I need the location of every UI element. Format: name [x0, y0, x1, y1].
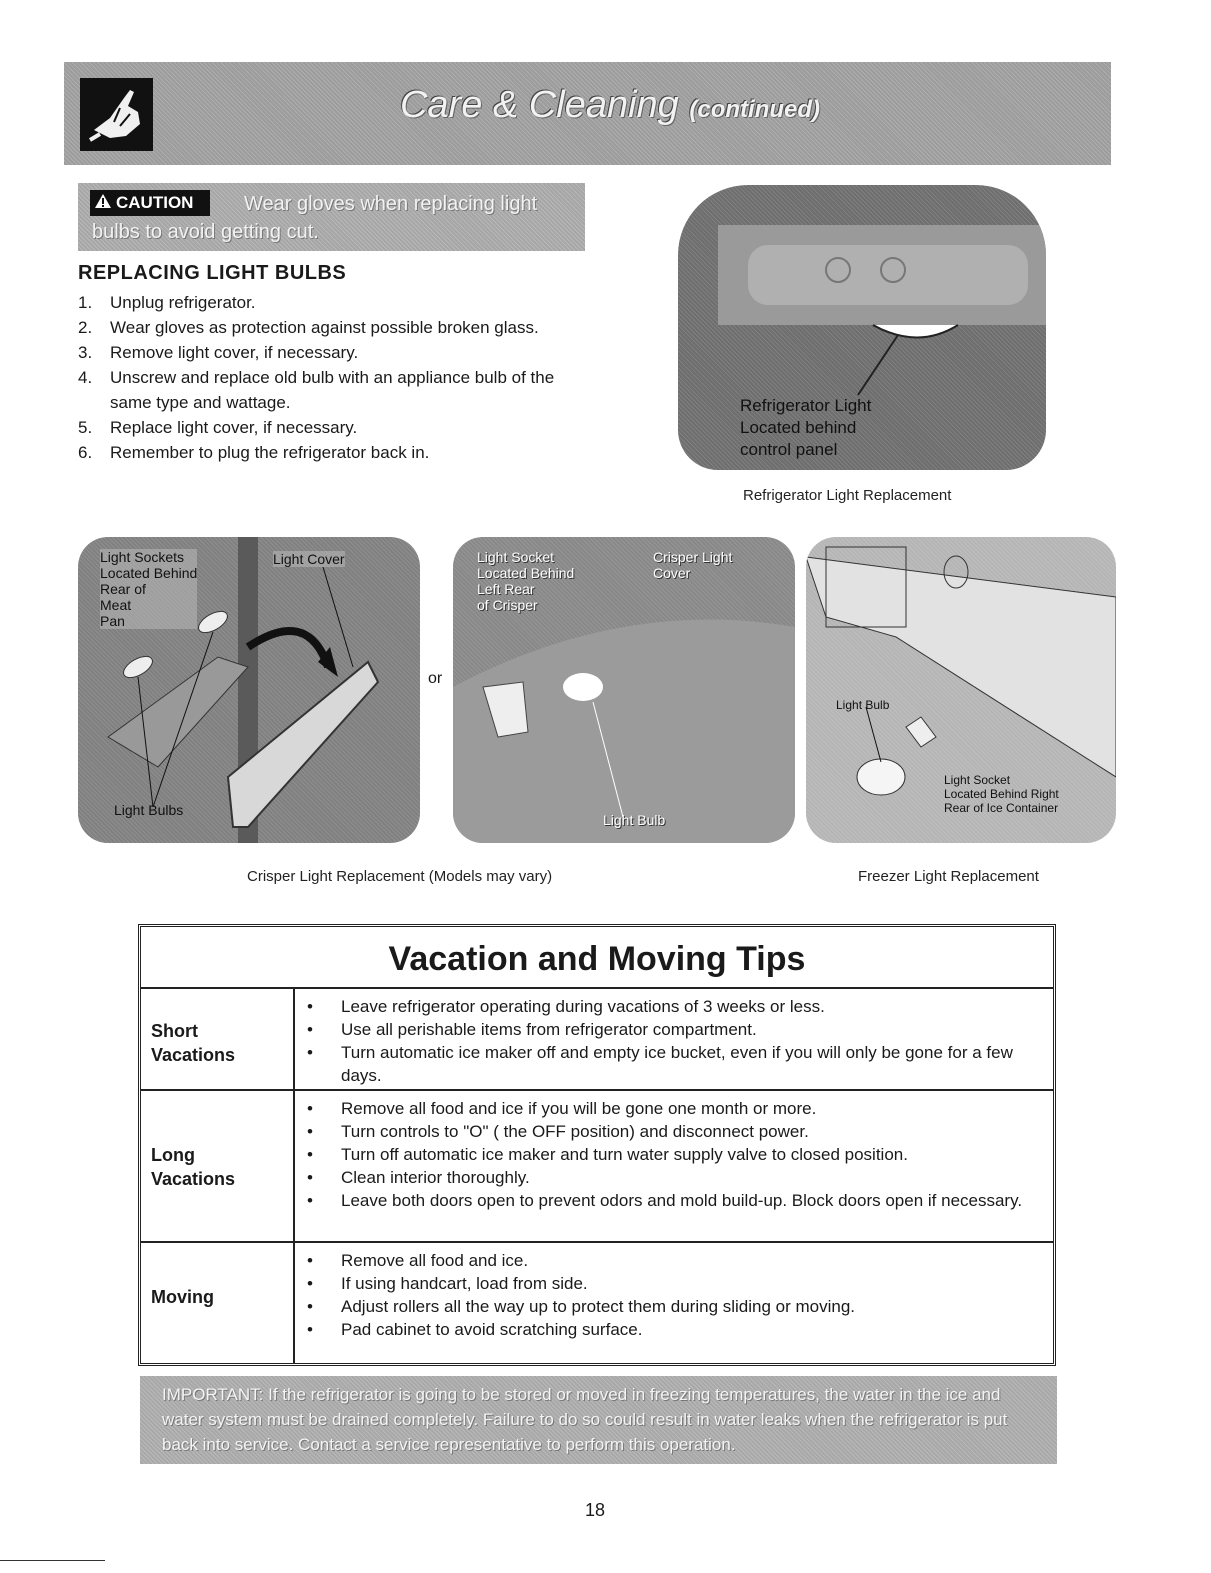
crisper-caption: Crisper Light Replacement (Models may vary) — [247, 868, 553, 885]
crisper-socket-line1: Light Socket — [477, 549, 555, 565]
crisper-cover-line2: Cover — [653, 565, 691, 581]
step-item — [78, 290, 598, 315]
warning-triangle-icon — [94, 193, 112, 214]
page-number: 18 — [585, 1500, 606, 1520]
title-continued: (continued) — [689, 96, 821, 123]
freezer-bulb-label: Light Bulb — [836, 698, 890, 712]
crisper-socket-line3: Left Rear — [477, 581, 535, 597]
gloved-hand-icon — [80, 78, 153, 151]
step-text: Unscrew and replace old bulb with an appliance bulb of the same type and wattage. — [110, 368, 555, 412]
step-item — [78, 365, 598, 415]
table-row — [141, 1091, 1053, 1243]
column-divider — [293, 1091, 295, 1241]
step-item — [78, 440, 598, 465]
footer-rule — [0, 1560, 105, 1561]
tips-list — [307, 1097, 1043, 1212]
list-item: • Adjust rollers all the way up to protect them during sliding or moving. — [307, 1295, 1043, 1318]
step-number: 6. — [78, 443, 93, 462]
title-text: Care & Cleaning — [399, 84, 679, 126]
freezer-caption: Freezer Light Replacement — [858, 868, 1039, 885]
vacation-table — [138, 924, 1056, 1366]
section-heading: REPLACING LIGHT BULBS — [78, 262, 347, 284]
step-number: 5. — [78, 418, 93, 437]
freezer-socket-line1: Light Socket — [944, 773, 1011, 787]
step-text: Remember to plug the refrigerator back in. — [110, 443, 430, 462]
sockets-label-line4: Meat — [100, 597, 132, 613]
crisper-socket-line2: Located Behind — [477, 565, 575, 581]
list-item: • Pad cabinet to avoid scratching surface. — [307, 1318, 1043, 1341]
list-item: • If using handcart, load from side. — [307, 1272, 1043, 1295]
list-item: • Clean interior thoroughly. — [307, 1166, 1043, 1189]
important-text — [162, 1382, 1042, 1457]
row-label-line2: Vacations — [151, 1169, 236, 1189]
step-item — [78, 340, 598, 365]
list-item: • Remove all food and ice if you will be gone one month or more. — [307, 1097, 1043, 1120]
column-divider — [293, 1243, 295, 1363]
fridge-caption: Refrigerator Light Replacement — [743, 487, 952, 504]
caution-text: Wear gloves when replacing light bulbs to avoid getting cut. — [92, 193, 538, 243]
row-label-line1: Short — [151, 1021, 198, 1041]
list-item: • Remove all food and ice. — [307, 1249, 1043, 1272]
crisper-photo-b — [453, 537, 795, 843]
fridge-label-line3: control panel — [740, 440, 838, 459]
steps-list — [78, 290, 598, 465]
or-text: or — [428, 670, 443, 687]
list-item: • Turn controls to "O" ( the OFF position) and disconnect power. — [307, 1120, 1043, 1143]
list-item: • Turn automatic ice maker off and empty ice bucket, even if you will only be gone for a few days. — [307, 1041, 1043, 1087]
light-bulbs-label: Light Bulbs — [114, 802, 184, 818]
list-item: • Leave refrigerator operating during vacations of 3 weeks or less. — [307, 995, 1043, 1018]
row-label-line1: Moving — [151, 1287, 214, 1307]
refrigerator-light-photo — [678, 185, 1046, 470]
light-cover-label: Light Cover — [273, 551, 345, 567]
step-number: 4. — [78, 368, 93, 387]
freezer-socket-line2: Located Behind Right — [944, 787, 1059, 801]
sockets-label-line1: Light Sockets — [100, 549, 185, 565]
step-number: 2. — [78, 318, 93, 337]
page-title — [160, 84, 1060, 127]
list-item: • Leave both doors open to prevent odors and mold build-up. Block doors open if necessary. — [307, 1189, 1043, 1212]
step-text: Replace light cover, if necessary. — [110, 418, 358, 437]
table-row — [141, 1243, 1053, 1363]
list-item: • Turn off automatic ice maker and turn water supply valve to closed position. — [307, 1143, 1043, 1166]
row-label-line1: Long — [151, 1145, 195, 1165]
step-number: 1. — [78, 293, 93, 312]
caution-badge — [90, 190, 210, 216]
important-body: If the refrigerator is going to be stored or moved in freezing temperatures, the water in the ice and water system must be drained completely. Failure to do so could result in water leaks when the refrigerator is put back into service. Contact a service representative to perform this operation. — [162, 1385, 1008, 1454]
sockets-label-line3: Rear of — [100, 581, 146, 597]
freezer-photo — [806, 537, 1116, 843]
step-item — [78, 415, 598, 440]
crisper-socket-line4: of Crisper — [477, 597, 538, 613]
tips-list — [307, 995, 1043, 1087]
fridge-label-line1: Refrigerator Light — [740, 396, 872, 415]
vacation-title: Vacation and Moving Tips — [141, 927, 1053, 989]
table-row — [141, 989, 1053, 1091]
crisper-bulb-label: Light Bulb — [603, 812, 666, 828]
crisper-cover-line1: Crisper Light — [653, 549, 733, 565]
caution-label: CAUTION — [116, 193, 194, 212]
step-text: Wear gloves as protection against possible broken glass. — [110, 318, 539, 337]
column-divider — [293, 989, 295, 1089]
freezer-socket-line3: Rear of Ice Container — [944, 801, 1059, 815]
tips-list — [307, 1249, 1043, 1341]
sockets-label-line2: Located Behind — [100, 565, 198, 581]
crisper-photo-a — [78, 537, 420, 843]
fridge-label-line2: Located behind — [740, 418, 857, 437]
step-number: 3. — [78, 343, 93, 362]
step-text: Remove light cover, if necessary. — [110, 343, 359, 362]
step-item — [78, 315, 598, 340]
row-label-line2: Vacations — [151, 1045, 236, 1065]
important-label: IMPORTANT: — [162, 1385, 264, 1404]
step-text: Unplug refrigerator. — [110, 293, 256, 312]
list-item: • Use all perishable items from refrigerator compartment. — [307, 1018, 1043, 1041]
sockets-label-line5: Pan — [100, 613, 125, 629]
